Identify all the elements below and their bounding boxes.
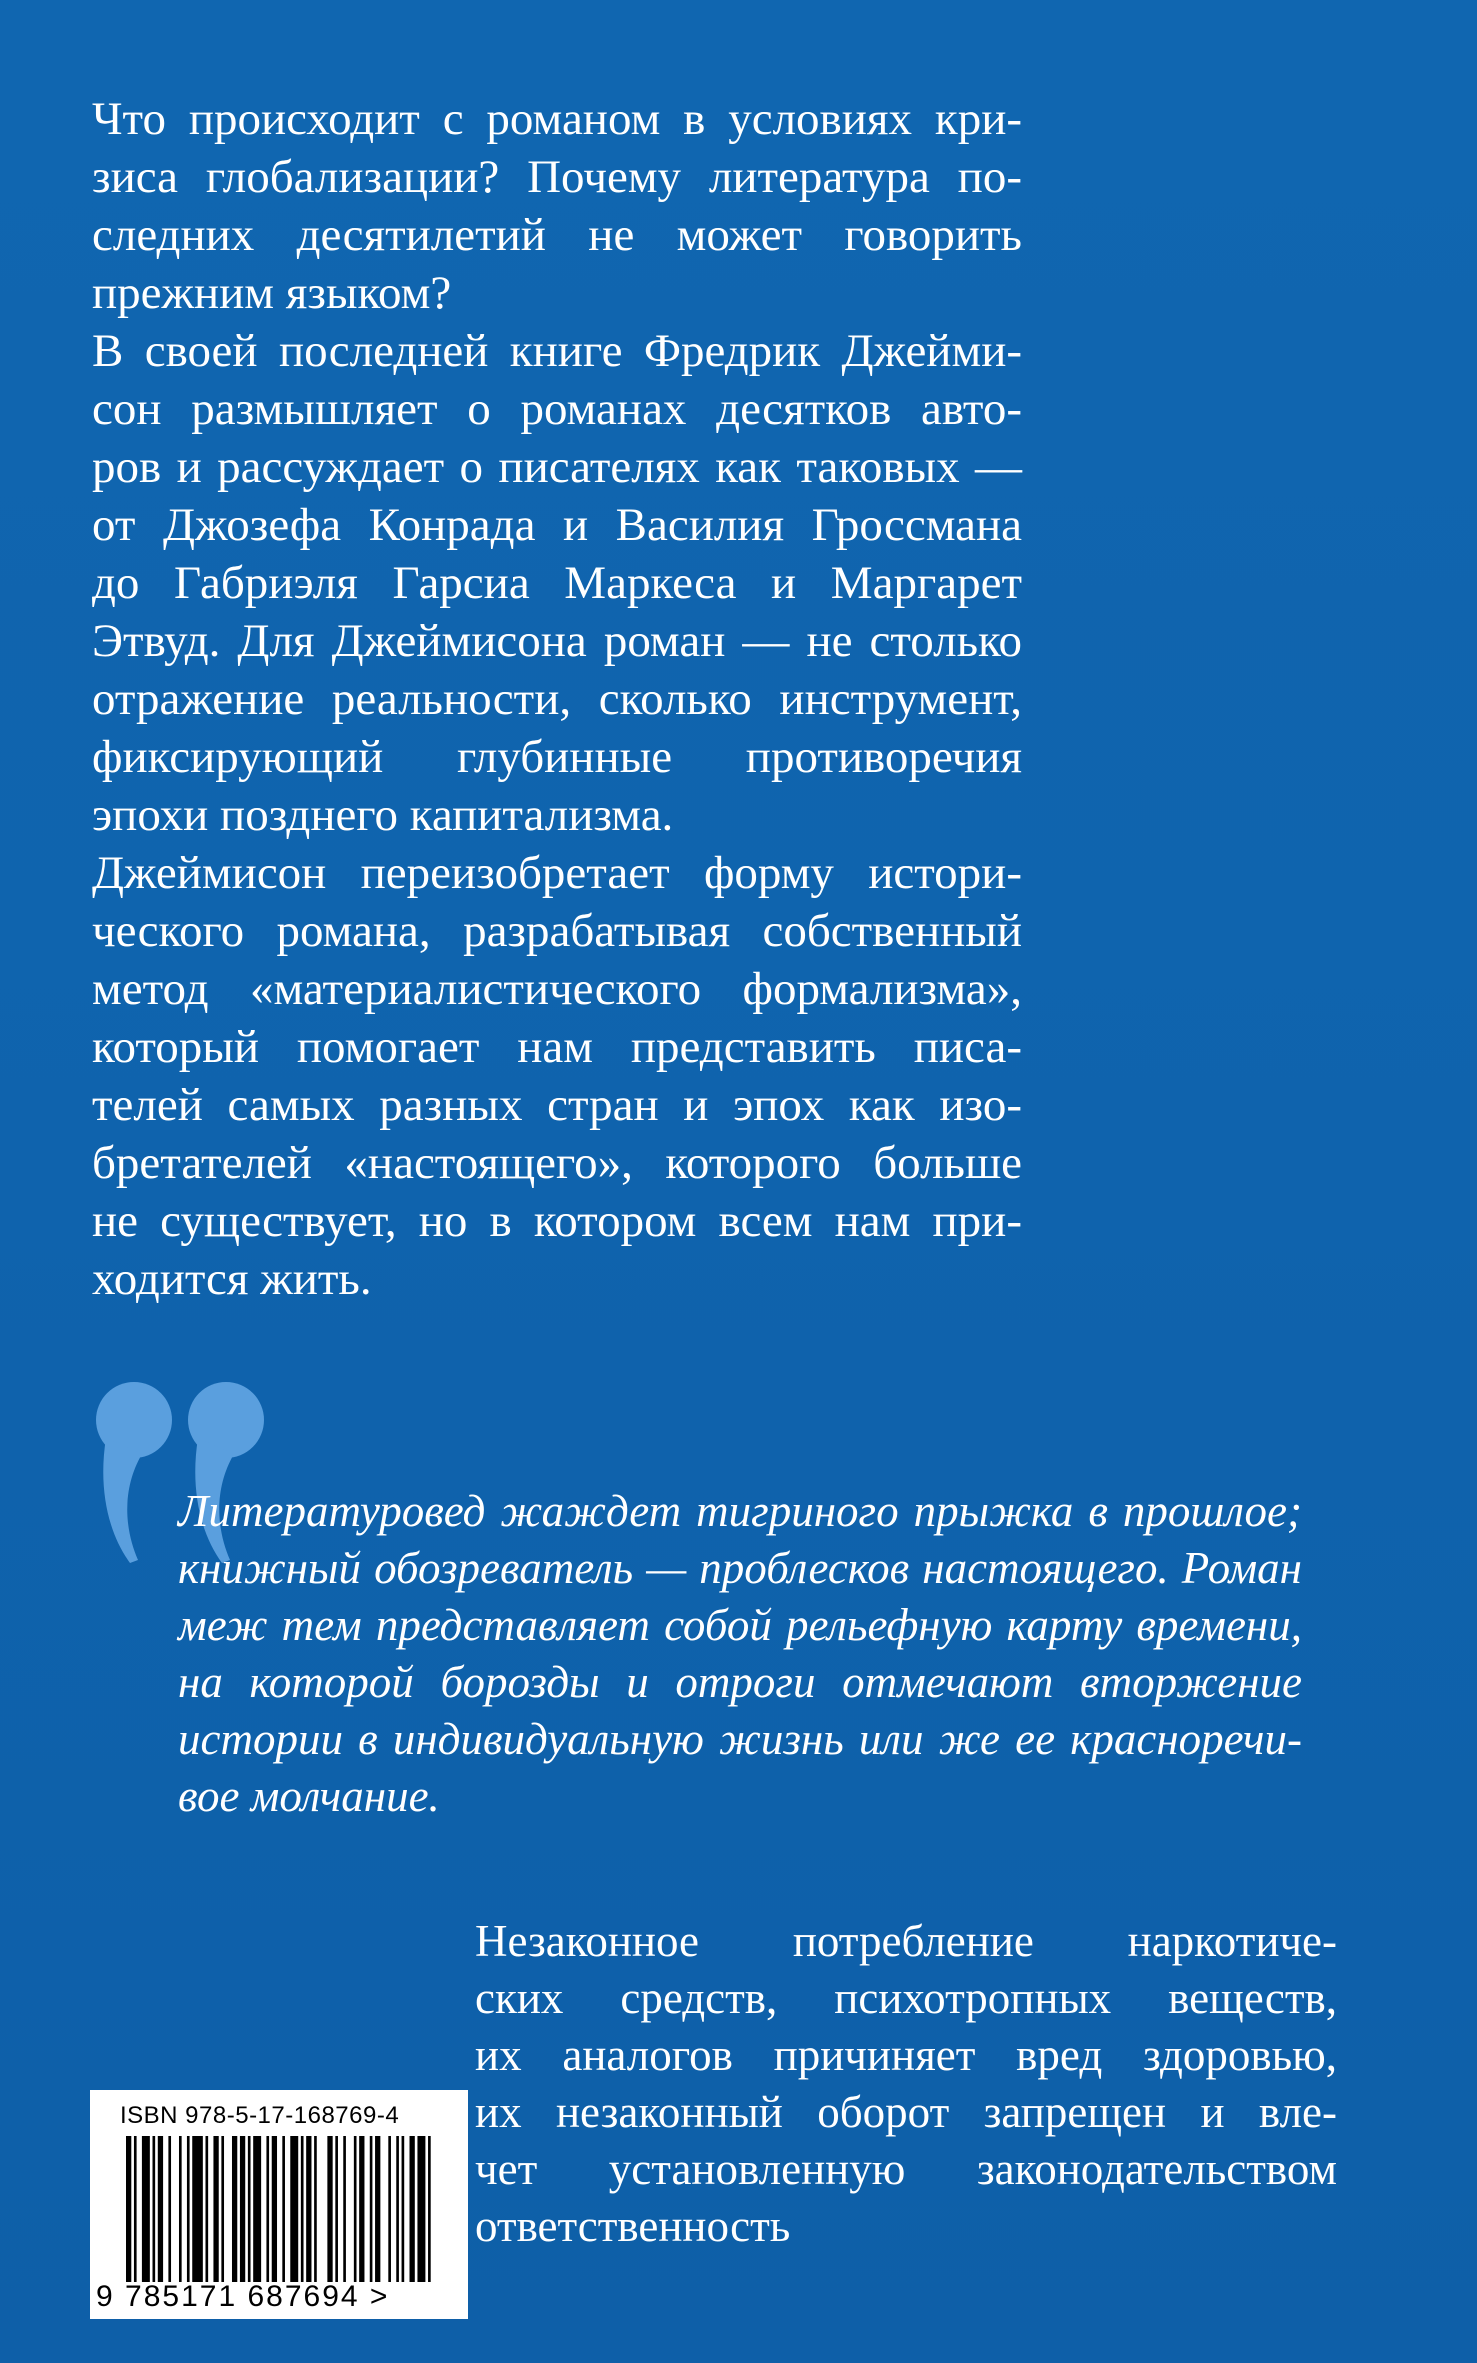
description-line: Этвуд. Для Джеймисона роман — не столько: [92, 615, 1022, 667]
description-line: бретателей «настоящего», которого больше: [92, 1137, 1022, 1189]
legal-warning: [475, 1913, 1337, 2255]
isbn-barcode: [90, 2090, 468, 2319]
barcode-bar: [192, 2136, 203, 2282]
warning-line: ских средств, психотропных веществ,: [475, 1973, 1337, 2023]
barcode-bar: [221, 2136, 224, 2282]
description-line: эпохи позднего капитализма.: [92, 789, 674, 841]
description-line: от Джозефа Конрада и Василия Гроссмана: [92, 499, 1022, 551]
barcode-bars: [126, 2136, 436, 2282]
barcode-bar: [327, 2136, 332, 2282]
description-line: сон размышляет о романах десятков авто-: [92, 383, 1022, 435]
isbn-label: ISBN 978-5-17-168769-4: [120, 2102, 400, 2129]
barcode-bar: [272, 2136, 277, 2282]
barcode-bar: [266, 2136, 269, 2282]
barcode-bar: [301, 2136, 304, 2282]
book-description: [92, 90, 1022, 1308]
barcode-bar: [240, 2136, 245, 2282]
barcode-bar: [153, 2136, 156, 2282]
description-line: не существует, но в котором всем нам при-: [92, 1195, 1022, 1247]
barcode-bar: [213, 2136, 218, 2282]
description-line: ходится жить.: [92, 1253, 372, 1305]
pull-quote: [178, 1483, 1302, 1825]
barcode-bar: [410, 2136, 415, 2282]
description-line: который помогает нам представить писа-: [92, 1021, 1022, 1073]
quote-line: книжный обозреватель — проблесков настоящего. Роман: [178, 1543, 1302, 1593]
barcode-bar: [396, 2136, 399, 2282]
barcode-bar: [282, 2136, 285, 2282]
barcode-bar: [248, 2136, 251, 2282]
barcode-bar: [134, 2136, 137, 2282]
barcode-bar: [232, 2136, 237, 2282]
warning-line: Незаконное потребление наркотиче-: [475, 1916, 1337, 1966]
description-line: следних десятилетий не может говорить: [92, 209, 1022, 261]
barcode-bar: [158, 2136, 163, 2282]
quote-line: на которой борозды и отроги отмечают вторжение: [178, 1657, 1302, 1707]
barcode-bar: [142, 2136, 150, 2282]
barcode-bar: [388, 2136, 391, 2282]
description-line: зиса глобализации? Почему литература по-: [92, 151, 1022, 203]
description-line: прежним языком?: [92, 267, 452, 319]
barcode-bar: [314, 2136, 317, 2282]
quote-line: истории в индивидуальную жизнь или же ее красноречи-: [178, 1714, 1302, 1764]
barcode-bar: [187, 2136, 190, 2282]
description-line: телей самых разных стран и эпох как изо-: [92, 1079, 1022, 1131]
barcode-bar: [428, 2136, 431, 2282]
barcode-bar: [306, 2136, 311, 2282]
barcode-digits: 9 785171 687694 >: [96, 2280, 390, 2313]
barcode-bar: [370, 2136, 373, 2282]
barcode-bar: [126, 2136, 131, 2282]
description-line: ров и рассуждает о писателях как таковых —: [92, 441, 1022, 493]
description-line: Джеймисон переизобретает форму истори-: [92, 847, 1022, 899]
barcode-bar: [335, 2136, 338, 2282]
description-line: ческого романа, разрабатывая собственный: [92, 905, 1022, 957]
quote-line: меж тем представляет собой рельефную карту времени,: [178, 1600, 1302, 1650]
warning-line: их незаконный оборот запрещен и вле-: [475, 2087, 1337, 2137]
barcode-bar: [375, 2136, 380, 2282]
quote-line: вое молчание.: [178, 1771, 440, 1821]
description-line: Что происходит с романом в условиях кри-: [92, 93, 1022, 145]
barcode-bar: [359, 2136, 364, 2282]
description-line: отражение реальности, сколько инструмент,: [92, 673, 1022, 725]
barcode-bar: [343, 2136, 346, 2282]
description-line: фиксирующий глубинные противоречия: [92, 731, 1022, 783]
description-line: метод «материалистического формализма»,: [92, 963, 1022, 1015]
description-line: В своей последней книге Фредрик Джейми-: [92, 325, 1022, 377]
warning-line: их аналогов причиняет вред здоровью,: [475, 2030, 1337, 2080]
barcode-bar: [179, 2136, 182, 2282]
warning-line: чет установленную законодательством: [475, 2144, 1337, 2194]
barcode-bar: [253, 2136, 261, 2282]
barcode-bar: [290, 2136, 298, 2282]
barcode-bar: [417, 2136, 425, 2282]
barcode-bar: [205, 2136, 208, 2282]
barcode-bar: [354, 2136, 357, 2282]
barcode-bar: [402, 2136, 405, 2282]
barcode-bar: [168, 2136, 171, 2282]
quote-line: Литературовед жаждет тигриного прыжка в прошлое;: [178, 1486, 1302, 1536]
warning-line: ответственность: [475, 2201, 791, 2251]
description-line: до Габриэля Гарсиа Маркеса и Маргарет: [92, 557, 1022, 609]
